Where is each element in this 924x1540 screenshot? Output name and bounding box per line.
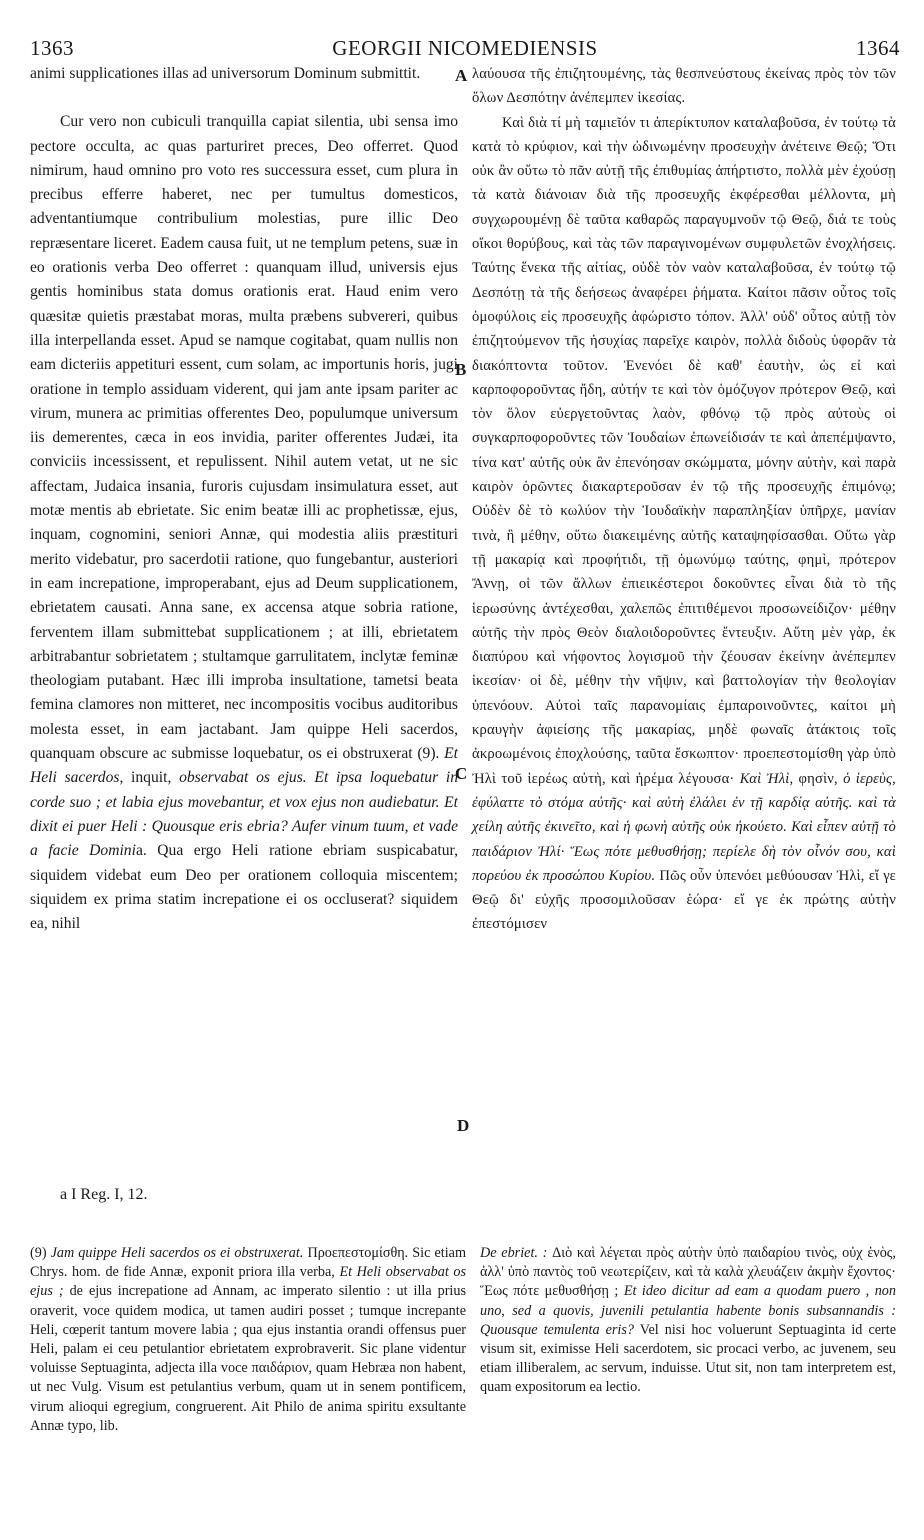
footnote-column-left xyxy=(30,1244,466,1436)
footnote-column-right xyxy=(480,1244,896,1398)
footnote-italic-3: De ebriet. : xyxy=(480,1245,548,1261)
margin-marker-a: A xyxy=(455,66,468,85)
footnote-lemma: Jam quippe Heli sacerdos os ei obstruxerat. xyxy=(50,1245,304,1261)
footnote-body-3: Διὸ καὶ λέγεται πρὸς αὐτὴν ὑπὸ παιδαρίου τινὸς, οὐχ ἑνὸς, ἀλλ' ὑπὸ παντὸς τοῦ νεωτερίζειν, καὶ τὰ καλὰ χλευάζειν ἀκμὴν ἔχοντος· Ἕως πότε μεθυσθήσῃ ; xyxy=(480,1245,896,1300)
latin-paragraph-1: animi supplicationes illas ad universorum Dominum submittit. xyxy=(30,65,421,82)
latin-column xyxy=(30,62,458,936)
footnote-number: (9) xyxy=(30,1245,47,1261)
footnote-paragraph xyxy=(30,1244,466,1436)
greek-text: Καὶ διὰ τί μὴ ταμιεῖόν τι ἀπερίκτυπον καταλαβοῦσα, ἐν τούτῳ τὰ κατὰ τὸ κρύφιον, καὶ τὴν ὠδινωμένην προσευχὴν ἀνέτεινε Θεῷ; Ὅτι οὐκ ἂν οὕτω τὸ πᾶν αὐτῇ τῆς ἐπιθυμίας ἀπήρτιστο, πολλὰ μὲν ἐχούσῃ τὰ κατὰ διάνοιαν διὰ τῆς προσευχῆς ἐκφέρεσθαι μέλλοντα, μὴ συγχωρουμένῃ δὲ ταῦτα καθαρῶς παραγυμνοῦν τῷ Θεῷ, διά τε τοὺς οἴκοι θορύβους, καὶ τὰς τῶν παραγινομένων συμφυλετῶν ἐνοχλήσεις. Ταύτης ἕνεκα τῆς αἰτίας, οὐδὲ τὸν ναὸν καταλαβοῦσα, ἐν τούτῳ τῷ Δεσπότῃ τὰ τῆς δεήσεως ἀναφέρει ῥήματα. Καίτοι πᾶσιν οὗτος τοῖς ὁμοφύλοις εἰς προσευχῆς ἀφώριστο τόπον. Ἀλλ' οὐδ' οὗτος αὐτῇ τὸν ἐπιζητούμενον τῆς ἡσυχίας παρεῖχε καιρὸν, πολλὰ διδοὺς ὑφορᾶν τὰ διακόπτοντα τοῦτον. Ἐνενόει δὲ καθ' ἑαυτὴν, ὡς εἰ καὶ καρποφοροῦντας ἤδη, αὐτήν τε καὶ τὸν ὁμόζυγον πρότερον Θεῷ, καὶ τὸν ὅλον εὐεργετοῦντας λαὸν, φθόνῳ τῷ πρὸς αὐτοὺς οἱ συγκαρποφοροῦντες τῶν Ἰουδαίων ἐπωνείδισάν τε καὶ ἀπεπέμψαντο, τίνα κατ' αὐτῆς οὐκ ἂν ἐπενόησαν σκώμματα, μόνην αὐτὴν, καὶ παρὰ καιρὸν ὁρῶντες διακαρτεροῦσαν ἐν τῷ τῆς προσευχῆς ἐπιμόνῳ; Οὐδὲν δὲ τὸ κωλύον τὴν Ἰουδαϊκὴν παραπληξίαν ὑπῆρχε, μανίαν τινὰ, ἢ μέθην, οὕτω διακειμένης αὐτῆς καταψηφίσασθαι. Οὕτω γὰρ τῇ μακαρίᾳ καὶ προφήτιδι, τῇ ὁμωνύμῳ ταύτης, φημὶ, πρότερον Ἄννῃ, οἱ τῶν ἄλλων ἐπιεικέστεροι δοκοῦντες εἶναι διὰ τὸ τῆς ἱερωσύνης ἀντέχεσθαι, χαλεπῶς ἐπιτιθέμενοι προσωνείδιζον· μέθην αὐτῆς τὴν πρὸς Θεὸν διαλοιδοροῦντες ἔντευξιν. Αὕτη μὲν γὰρ, ἐκ διαπύρου καὶ νήφοντος λογισμοῦ τὴν ζέουσαν ἐκείνην ἀνέπεμπεν ἱκεσίαν· οἱ δὲ, μέθην τὴν νῆψιν, καὶ βαττολογίαν τὴν θεολογίαν ὑπενόουν. Αὐτοὶ ταῖς παρανομίαις ἐμπαροινοῦντες, καίτοι μὴ κραυγὴν ἀφιείσης τῆς μακαρίας, μηδὲ φωναῖς ἀτάκτοις τοῖς ἀκροωμένοις ἐποχλούσης, ταῦτα ἔσκωπτον· προεπεστομίσθη γὰρ ὑπὸ Ἠλὶ τοῦ ἱερέως αὐτὴ, καὶ ἠρέμα λέγουσα· xyxy=(472,114,896,787)
footnote-body-1: Προεπεστομίσθη. Sic etiam Chrys. hom. de fide Annæ, exponit priora illa verba, xyxy=(30,1245,466,1281)
latin-quote-2: observabat os ejus. Et ipsa loquebatur in corde suo ; et labia ejus movebantur, et vox ejus non audiebatur. Et dixit ei puer Heli : Quousque eris ebria? Aufer vinum tuum, et vade a facie Domini xyxy=(30,769,459,860)
latin-quote-1: Et Heli sacerdos xyxy=(30,745,458,787)
footnote-italic-2: Et Heli observabat os ejus ; xyxy=(30,1264,466,1300)
margin-marker-c: C xyxy=(455,764,468,783)
footnote-reference: a I Reg. I, 12. xyxy=(60,1186,148,1203)
footnote-body-2: de ejus increpatione ad Annam, ac imperato silentio : ut illa prius oraverit, voce quidem modica, ut tamen audiri posset ; tumque increpante Heli, cœperit tantum movere labia ; qua ejus instantia orandi offensus puer Heli, palam ei ceu petulantior ebrietatem exprobraverit. Sic plane videntur voluisse Septuaginta, adjecta illa voce παιδάριον, quam Hebræa non habent, ut nec Vulg. Visum est petulantius verbum, quam ut in senem pontificem, virum alioqui egregium, congruerent. Ait Philo de anima spiritu exsultante Annæ typo, lib. xyxy=(30,1283,466,1434)
margin-marker-b: B xyxy=(455,360,467,379)
greek-quote-1: Καὶ Ἠλὶ xyxy=(739,770,790,787)
greek-phesin: , φησὶν, xyxy=(789,770,844,787)
margin-marker-d: D xyxy=(457,1116,470,1135)
latin-text-end: a. Qua ergo Heli ratione ebriam suspicabatur, siquidem videbat eum Deo per orationem colloquia miscentem; siquidem ex prima statim increpatione ei os occluserat? siquidem ea, nihil xyxy=(30,842,458,933)
greek-paragraph-1: λαύουσα τῆς ἐπιζητουμένης, τὰς θεσπνεύστους ἐκείνας πρὸς τὸν τῶν ὅλων Δεσπότην ἀνέπεμπεν ἱκεσίας. xyxy=(472,66,896,107)
running-title: GEORGII NICOMEDIENSIS xyxy=(332,36,598,60)
greek-column xyxy=(472,62,896,937)
footnote-body-4: Vel nisi hoc voluerunt Septuaginta id certe visum sit, eximisse Heli sacerdotem, sic procaci verbo, ac juvenem, seu etiam illiberalem, ac servum, induisse. Utut sit, non tam interpretem est, quam expositorum ea lectio. xyxy=(480,1321,896,1396)
page-header xyxy=(30,36,900,62)
latin-inquit: , inquit, xyxy=(119,769,180,787)
greek-paragraph-2 xyxy=(472,111,896,937)
footnote-continuation xyxy=(480,1244,896,1398)
footnote-italic-4: Et ideo dicitur ad eam a quodam puero , non uno, sed a quovis, juvenili petulantia habente bonis subsannandis : Quousque temulenta eris? xyxy=(480,1283,896,1338)
greek-quote-2: ὁ ἱερεὺς, ἐφύλαττε τὸ στόμα αὐτῆς· καὶ αὐτὴ ἐλάλει ἐν τῇ καρδίᾳ αὐτῆς. καὶ τὰ χείλη αὐτῆς ἐκινεῖτο, καὶ ἡ φωνὴ αὐτῆς οὐκ ἠκούετο. Καὶ εἶπεν αὐτῇ τὸ παιδάριον Ἠλί· Ἕως πότε μεθυσθήσῃ; περίελε δὴ τὸν οἶνόν σου, καὶ πορεύου ἐκ προσώπου Κυρίου. xyxy=(472,770,896,884)
page-number-left: 1363 xyxy=(30,36,74,60)
latin-text: Cur vero non cubiculi tranquilla capiat silentia, ubi sensa imo pectore occulta, ac quas parturiret preces, Deo offerret. Quod nimirum, haud omnino pro voto res successura esset, cum plura in precibus efferre haberet, nec per tumultus domesticos, adventantiumque contribulium molestias, pure illic Deo repræsentare liceret. Eadem causa fuit, ut ne templum petens, suæ in eo orationis verba Deo offerret : quanquam illud, universis ejus gentis hominibus stata domus orationis erat. Haud enim vero quæsitæ quietis præstabat moras, multa præbens subvereri, quibus illa interpellanda esset. Apud se namque cogitabat, quam nullis non eam dicteriis appetituri essent, cum solam, ac importunis horis, jugi oratione in templo assiduam viderent, qui jam ante ipsam pariter ac virum, munera ac primitias offerentes Deo, populumque universum iis demerentes, cæca in eos invidia, pariter offerentes Judæi, ita conviciis incessissent, et repulissent. Nihil autem vetat, ut ne sic affectam, Judaica insania, furoris cujusdam insimulatura esset, aut motæ mentis ab ebrietate. Sic enim beatæ illi ac prophetissæ, ejus, inquam, cognomini, seniori Annæ, qui modestia aliis præstituri merito videbatur, pro sacerdotii ratione, quo fungebantur, austeriori in eam increpatione, improperabant, ejus ad Deum supplicationem, ebrietatem causati. Anna sane, ex accensa atque sobria ratione, ferventem illam submittebat supplicationem ; at illi, ebrietatem arbitrabantur sobrietatem ; stultamque garrulitatem, inclytæ feminæ theologiam putabant. Hæc illi improba insultatione, tametsi beata femina clamores non mitteret, nec incompositis vocibus auditoribus molesta esset, in eam jactabant. Jam quippe Heli sacerdos, quanquam obscure ac submisse loquebatur, os ei obstruxerat (9). xyxy=(30,113,458,763)
page-number-right: 1364 xyxy=(856,36,900,60)
greek-text-end: Πῶς οὖν ὑπενόει μεθύουσαν Ἠλὶ, εἴ γε Θεῷ δι' εὐχῆς προσομιλοῦσαν ἑώρα· εἴ γε ἐκ πρώτης αὐτὴν ἐπεστόμισεν xyxy=(472,867,896,933)
latin-paragraph-2 xyxy=(30,110,458,936)
